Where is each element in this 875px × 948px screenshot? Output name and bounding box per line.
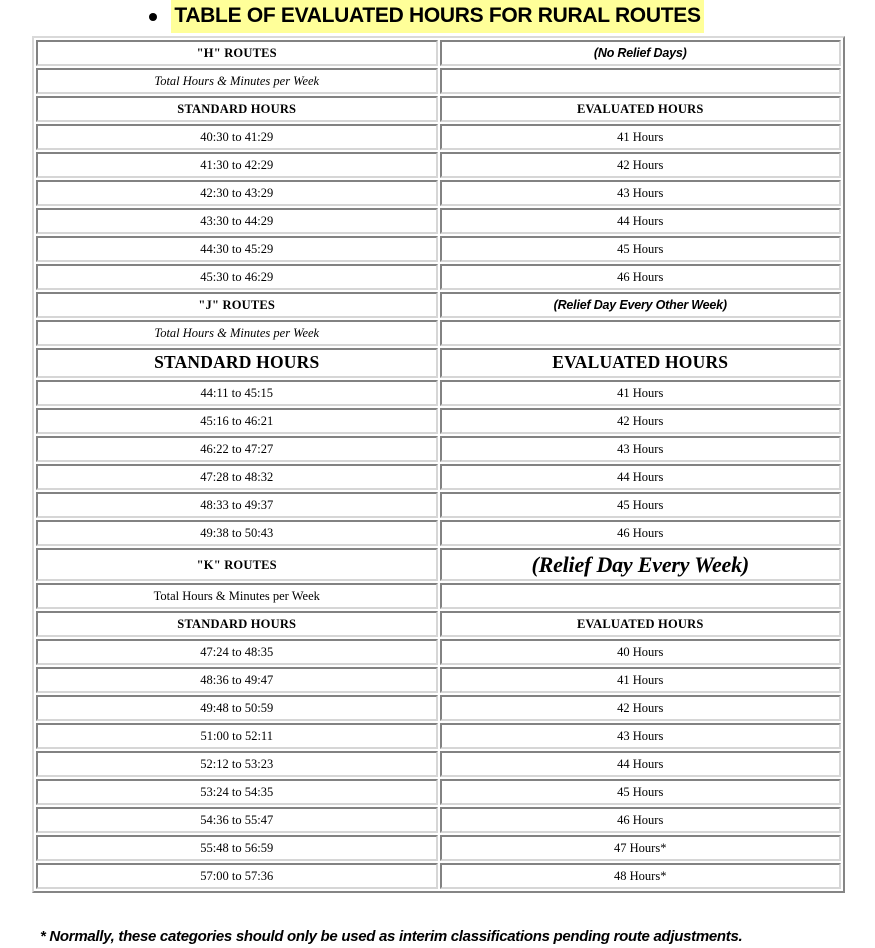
column-header-standard-hours: STANDARD HOURS [36,348,438,378]
standard-hours-cell: 46:22 to 47:27 [36,436,438,462]
section-relief-note: (Relief Day Every Week) [440,548,842,581]
column-header-row [36,611,841,637]
column-header-row [36,96,841,122]
table-row [36,380,841,406]
standard-hours-cell: 47:28 to 48:32 [36,464,438,490]
evaluated-hours-cell: 42 Hours [440,408,842,434]
standard-hours-cell: 57:00 to 57:36 [36,863,438,889]
section-subtitle-blank [440,320,842,346]
evaluated-hours-cell: 46 Hours [440,807,842,833]
column-header-standard-hours: STANDARD HOURS [36,96,438,122]
table-wrapper [0,36,875,893]
section-subtitle-row [36,320,841,346]
standard-hours-cell: 42:30 to 43:29 [36,180,438,206]
title-inner [171,0,703,33]
footnote-text: * Normally, these categories should only be used as interim classifications pending route adjustments. [40,928,743,946]
table-row [36,180,841,206]
table-row [36,236,841,262]
standard-hours-cell: 48:33 to 49:37 [36,492,438,518]
section-subtitle-blank [440,583,842,609]
table-row [36,408,841,434]
evaluated-hours-cell: 45 Hours [440,492,842,518]
table-row [36,124,841,150]
title-list [0,0,875,33]
section-subtitle-row [36,583,841,609]
section-route-label: "H" ROUTES [36,40,438,66]
standard-hours-cell: 45:30 to 46:29 [36,264,438,290]
table-row [36,695,841,721]
evaluated-hours-table [32,36,845,893]
evaluated-hours-cell: 48 Hours* [440,863,842,889]
column-header-evaluated-hours: EVALUATED HOURS [440,96,842,122]
section-subtitle: Total Hours & Minutes per Week [36,320,438,346]
standard-hours-cell: 44:11 to 45:15 [36,380,438,406]
table-row [36,492,841,518]
section-route-label: "J" ROUTES [36,292,438,318]
section-subtitle-row [36,68,841,94]
evaluated-hours-cell: 41 Hours [440,667,842,693]
table-row [36,723,841,749]
standard-hours-cell: 40:30 to 41:29 [36,124,438,150]
standard-hours-cell: 51:00 to 52:11 [36,723,438,749]
column-header-evaluated-hours: EVALUATED HOURS [440,611,842,637]
evaluated-hours-cell: 44 Hours [440,464,842,490]
standard-hours-cell: 47:24 to 48:35 [36,639,438,665]
column-header-evaluated-hours: EVALUATED HOURS [440,348,842,378]
section-subtitle-blank [440,68,842,94]
column-header-standard-hours: STANDARD HOURS [36,611,438,637]
table-row [36,779,841,805]
table-row [36,667,841,693]
standard-hours-cell: 45:16 to 46:21 [36,408,438,434]
standard-hours-cell: 52:12 to 53:23 [36,751,438,777]
section-subtitle: Total Hours & Minutes per Week [36,583,438,609]
table-row [36,264,841,290]
table-row [36,835,841,861]
evaluated-hours-cell: 44 Hours [440,208,842,234]
bullet-point-icon [149,13,157,21]
section-header-row [36,548,841,581]
evaluated-hours-cell: 40 Hours [440,639,842,665]
evaluated-hours-cell: 43 Hours [440,723,842,749]
standard-hours-cell: 44:30 to 45:29 [36,236,438,262]
table-row [36,863,841,889]
section-relief-note: (Relief Day Every Other Week) [440,292,842,318]
standard-hours-cell: 49:38 to 50:43 [36,520,438,546]
title-list-item [0,0,875,33]
table-row [36,208,841,234]
standard-hours-cell: 53:24 to 54:35 [36,779,438,805]
standard-hours-cell: 49:48 to 50:59 [36,695,438,721]
standard-hours-cell: 48:36 to 49:47 [36,667,438,693]
standard-hours-cell: 41:30 to 42:29 [36,152,438,178]
page-title: TABLE OF EVALUATED HOURS FOR RURAL ROUTES [171,0,703,33]
section-header-row [36,292,841,318]
evaluated-hours-cell: 41 Hours [440,124,842,150]
table-body [36,40,841,889]
table-row [36,436,841,462]
evaluated-hours-cell: 45 Hours [440,236,842,262]
table-row [36,464,841,490]
section-route-label: "K" ROUTES [36,548,438,581]
evaluated-hours-cell: 43 Hours [440,436,842,462]
evaluated-hours-cell: 45 Hours [440,779,842,805]
table-row [36,520,841,546]
page-title-block [0,0,875,36]
standard-hours-cell: 54:36 to 55:47 [36,807,438,833]
evaluated-hours-cell: 43 Hours [440,180,842,206]
table-row [36,751,841,777]
table-row [36,807,841,833]
standard-hours-cell: 43:30 to 44:29 [36,208,438,234]
table-row [36,152,841,178]
section-header-row [36,40,841,66]
section-subtitle: Total Hours & Minutes per Week [36,68,438,94]
evaluated-hours-cell: 41 Hours [440,380,842,406]
evaluated-hours-cell: 44 Hours [440,751,842,777]
standard-hours-cell: 55:48 to 56:59 [36,835,438,861]
column-header-row [36,348,841,378]
evaluated-hours-cell: 42 Hours [440,695,842,721]
evaluated-hours-cell: 46 Hours [440,264,842,290]
evaluated-hours-cell: 47 Hours* [440,835,842,861]
evaluated-hours-cell: 46 Hours [440,520,842,546]
table-row [36,639,841,665]
evaluated-hours-cell: 42 Hours [440,152,842,178]
section-relief-note: (No Relief Days) [440,40,842,66]
